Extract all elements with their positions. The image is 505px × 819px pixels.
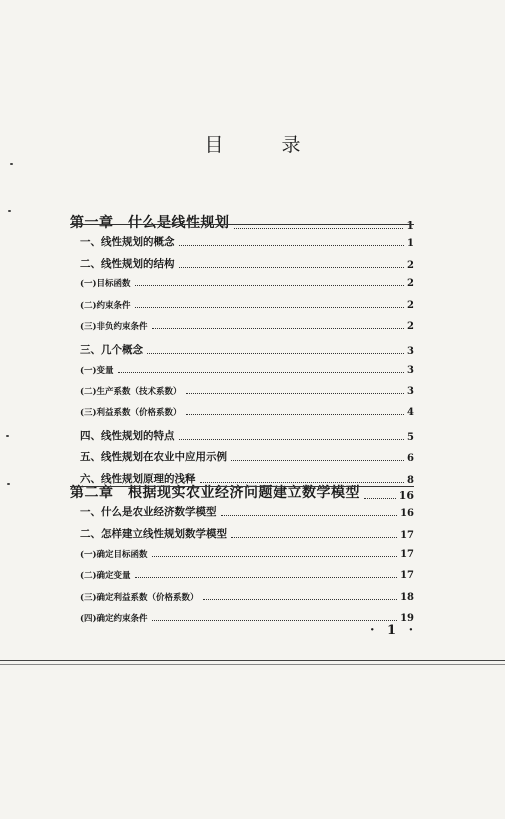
toc-entry-page: 6 <box>407 453 414 464</box>
toc-entry-page: 4 <box>407 407 414 418</box>
toc-entry-page: 5 <box>407 432 414 443</box>
toc-entry-page: 19 <box>400 613 414 624</box>
toc-entry-label: 二、线性规划的结构 <box>80 258 175 270</box>
toc-entry-sub <box>70 612 414 624</box>
toc-entry-page: 2 <box>407 260 414 271</box>
toc-entry-label: 第一章 什么是线性规划 <box>70 215 230 231</box>
scan-speck <box>8 210 11 212</box>
toc-entry-chapter <box>70 482 414 502</box>
toc-entry-label: 六、线性规划原理的浅释 <box>80 473 196 485</box>
dot-leader <box>118 370 404 373</box>
toc-entry-chapter <box>70 212 414 232</box>
toc-entry-page: 17 <box>400 570 414 581</box>
toc-entry-sub <box>70 299 414 311</box>
toc-entry-label: (三)利益系数（价格系数） <box>80 408 182 418</box>
toc-entry-label: (一)变量 <box>80 366 114 376</box>
toc-entry-label: 第二章 根据现实农业经济问题建立数学模型 <box>70 485 360 501</box>
toc-entry-sub <box>70 320 414 332</box>
toc-entry-page: 8 <box>407 475 414 486</box>
toc-entry-section <box>70 504 414 519</box>
dot-leader <box>179 243 405 246</box>
scan-speck <box>10 163 13 165</box>
toc-entry-sub <box>70 569 414 581</box>
bottom-rule <box>0 660 505 661</box>
dot-leader <box>147 351 404 354</box>
toc-entry-sub <box>70 277 414 289</box>
toc-entry-page: 3 <box>407 346 414 357</box>
toc-entry-sub <box>70 548 414 560</box>
toc-entry-label: 二、怎样建立线性规划数学模型 <box>80 528 227 540</box>
dot-leader <box>186 391 404 394</box>
dot-leader <box>234 226 404 229</box>
toc-entry-label: 一、线性规划的概念 <box>80 236 175 248</box>
dot-leader <box>135 283 404 286</box>
toc-entry-label: (三)确定利益系数（价格系数） <box>80 593 199 603</box>
toc-entry-label: 五、线性规划在农业中应用示例 <box>80 451 227 463</box>
toc-entry-sub <box>70 591 414 603</box>
toc-entry-page: 3 <box>407 386 414 397</box>
toc-entry-sub <box>70 364 414 376</box>
dot-leader <box>135 305 404 308</box>
dot-leader <box>152 326 404 329</box>
toc-entry-page: 3 <box>407 365 414 376</box>
toc-entry-section <box>70 256 414 271</box>
toc-entry-section <box>70 449 414 464</box>
bottom-rule <box>0 664 505 665</box>
toc-entry-page: 1 <box>407 238 414 249</box>
dot-leader <box>152 618 398 621</box>
toc-entry-page: 16 <box>400 508 414 519</box>
dot-leader <box>364 496 396 499</box>
toc-entry-label: 三、几个概念 <box>80 344 143 356</box>
toc-entry-section <box>70 526 414 541</box>
dot-leader <box>203 597 398 600</box>
toc-entry-page: 17 <box>400 549 414 560</box>
toc-entry-page: 2 <box>407 278 414 289</box>
toc-entry-sub <box>70 385 414 397</box>
dot-leader <box>179 265 405 268</box>
scan-speck <box>7 483 10 485</box>
dot-leader <box>231 535 397 538</box>
dot-leader <box>152 554 398 557</box>
toc-entry-label: (三)非负约束条件 <box>80 322 148 332</box>
toc-entry-section <box>70 342 414 357</box>
toc-entry-page: 18 <box>400 592 414 603</box>
toc-entry-label: (二)确定变量 <box>80 571 131 581</box>
chapter-rule <box>70 224 414 225</box>
page-number: · 1 · <box>370 623 418 638</box>
scan-speck <box>6 435 9 437</box>
toc-entry-section <box>70 234 414 249</box>
dot-leader <box>221 513 398 516</box>
toc-entry-page: 1 <box>406 219 414 232</box>
dot-leader <box>231 458 404 461</box>
toc-entry-page: 16 <box>398 489 414 502</box>
toc-entry-sub <box>70 406 414 418</box>
toc-entry-label: 一、什么是农业经济数学模型 <box>80 506 217 518</box>
toc-entry-label: (二)生产系数（技术系数） <box>80 387 182 397</box>
toc-entry-label: (一)目标函数 <box>80 279 131 289</box>
toc-entry-label: (四)确定约束条件 <box>80 614 148 624</box>
toc-entry-label: (二)约束条件 <box>80 301 131 311</box>
toc-entry-page: 17 <box>400 530 414 541</box>
toc-entry-page: 2 <box>407 300 414 311</box>
dot-leader <box>135 575 398 578</box>
toc-entry-section <box>70 428 414 443</box>
toc-title: 目 录 <box>204 134 327 156</box>
dot-leader <box>179 437 405 440</box>
toc-entry-page: 2 <box>407 321 414 332</box>
dot-leader <box>186 412 404 415</box>
toc-entry-label: 四、线性规划的特点 <box>80 430 175 442</box>
chapter-rule <box>70 486 414 487</box>
toc-entry-label: (一)确定目标函数 <box>80 550 148 560</box>
